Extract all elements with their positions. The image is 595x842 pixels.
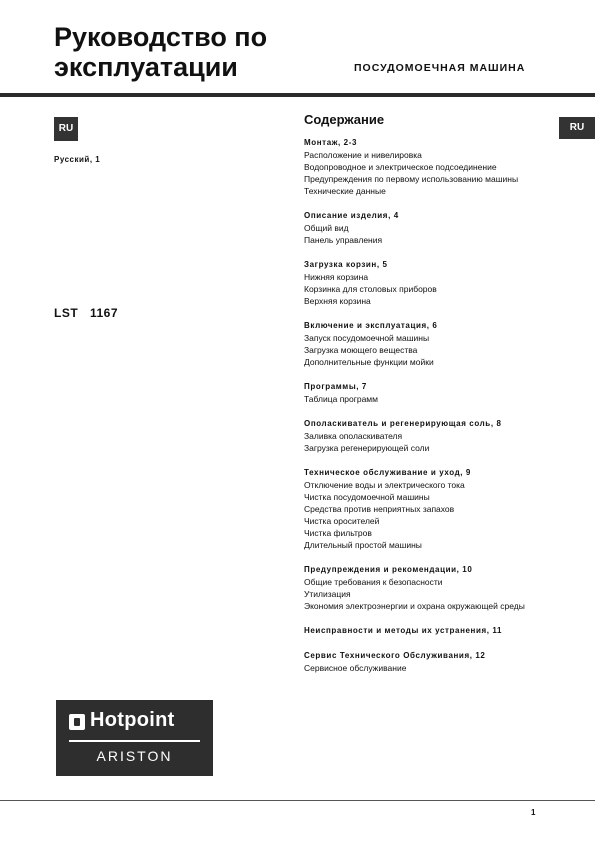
toc-section-title[interactable]: Неисправности и методы их устранения, 11	[304, 626, 503, 635]
toc-section	[304, 210, 564, 246]
toc-section-title[interactable]: Монтаж, 2-3	[304, 138, 358, 147]
language-link[interactable]: Русский, 1	[54, 155, 101, 164]
toc-section	[304, 650, 564, 674]
toc-section	[304, 259, 564, 307]
toc-item[interactable]: Сервисное обслуживание	[304, 663, 407, 673]
toc-item[interactable]: Верхняя корзина	[304, 296, 371, 306]
toc-section-title[interactable]: Загрузка корзин, 5	[304, 260, 388, 269]
toc-section	[304, 625, 564, 637]
toc-item[interactable]: Средства против неприятных запахов	[304, 504, 455, 514]
toc-section	[304, 467, 564, 551]
title-line-1: Руководство по	[54, 22, 268, 52]
toc-item[interactable]: Таблица программ	[304, 394, 378, 404]
toc-section-title[interactable]: Ополаскиватель и регенерирующая соль, 8	[304, 419, 502, 428]
toc-item[interactable]: Чистка фильтров	[304, 528, 372, 538]
language-badge: RU	[54, 117, 78, 141]
toc-section	[304, 320, 564, 368]
toc-item[interactable]: Загрузка регенерирующей соли	[304, 443, 430, 453]
toc-item[interactable]: Общий вид	[304, 223, 349, 233]
document-title	[54, 22, 267, 82]
logo-brand-text: Hotpoint	[90, 709, 175, 731]
toc-section	[304, 137, 564, 197]
toc-item[interactable]: Длительный простой машины	[304, 540, 422, 550]
toc-item[interactable]: Водопроводное и электрическое подсоединение	[304, 162, 497, 172]
toc-item[interactable]: Утилизация	[304, 589, 351, 599]
logo-divider	[69, 740, 200, 742]
toc-section	[304, 381, 564, 405]
title-line-2: эксплуатации	[54, 52, 238, 82]
toc-item[interactable]: Чистка оросителей	[304, 516, 380, 526]
toc-item[interactable]: Панель управления	[304, 235, 383, 245]
toc-item[interactable]: Загрузка моющего вещества	[304, 345, 418, 355]
toc-item[interactable]: Чистка посудомоечной машины	[304, 492, 430, 502]
toc-section-title[interactable]: Предупреждения и рекомендации, 10	[304, 565, 473, 574]
brand-logo	[56, 700, 213, 776]
toc-item[interactable]: Отключение воды и электрического тока	[304, 480, 465, 490]
toc-section-title[interactable]: Программы, 7	[304, 382, 367, 391]
edge-language-tab: RU	[559, 117, 595, 139]
toc-item[interactable]: Экономия электроэнергии и охрана окружающей среды	[304, 601, 525, 611]
model-number: LST 1167	[54, 306, 119, 320]
footer-divider	[0, 800, 595, 801]
toc-item[interactable]: Запуск посудомоечной машины	[304, 333, 430, 343]
toc-item[interactable]: Заливка ополаскивателя	[304, 431, 403, 441]
toc-item[interactable]: Корзинка для столовых приборов	[304, 284, 437, 294]
document-subtitle: ПОСУДОМОЕЧНАЯ МАШИНА	[354, 62, 526, 74]
header-divider	[0, 93, 595, 97]
toc-item[interactable]: Предупреждения по первому использованию машины	[304, 174, 519, 184]
toc-item[interactable]: Расположение и нивелировка	[304, 150, 422, 160]
toc-section-title[interactable]: Сервис Технического Обслуживания, 12	[304, 651, 486, 660]
logo-sub-text: ARISTON	[96, 748, 173, 764]
toc-item[interactable]: Нижняя корзина	[304, 272, 369, 282]
toc-heading: Содержание	[304, 112, 385, 127]
logo-mark-icon	[69, 714, 85, 730]
toc-item[interactable]: Технические данные	[304, 186, 386, 196]
toc-section-title[interactable]: Включение и эксплуатация, 6	[304, 321, 438, 330]
toc-section	[304, 564, 564, 612]
page-number: 1	[531, 808, 536, 817]
toc-section	[304, 418, 564, 454]
toc-sections	[304, 137, 564, 674]
toc-item[interactable]: Дополнительные функции мойки	[304, 357, 434, 367]
toc-section-title[interactable]: Техническое обслуживание и уход, 9	[304, 468, 471, 477]
table-of-contents	[304, 112, 564, 687]
toc-item[interactable]: Общие требования к безопасности	[304, 577, 443, 587]
toc-section-title[interactable]: Описание изделия, 4	[304, 211, 399, 220]
